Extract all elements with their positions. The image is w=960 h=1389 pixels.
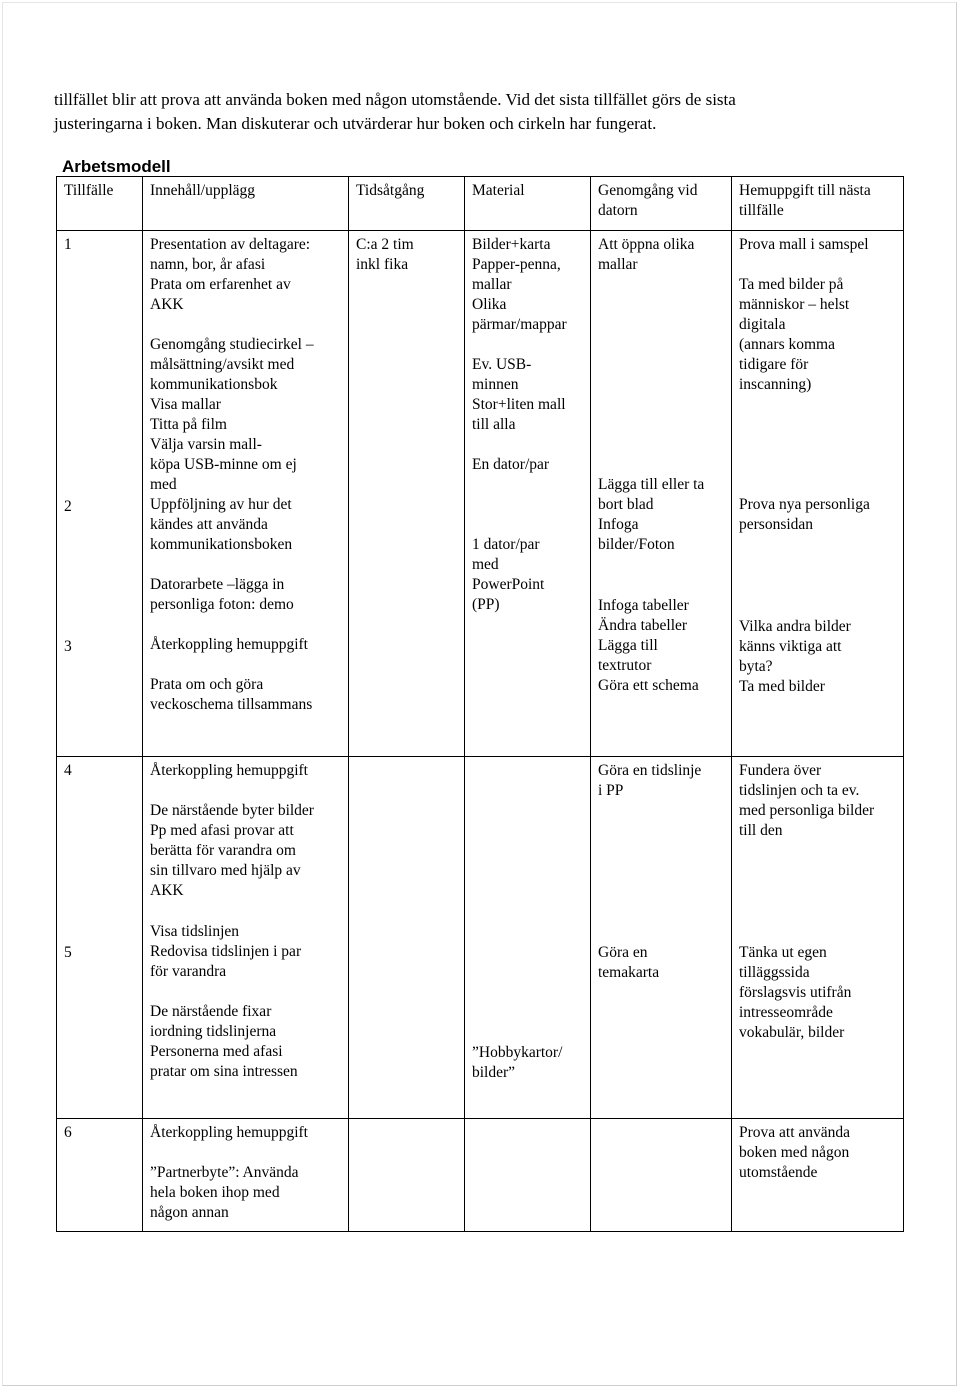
cell-text-line: mallar (598, 256, 638, 273)
cell-text-line: Tidsåtgång (356, 182, 425, 199)
cell-text-line: digitala (739, 316, 786, 333)
cell-text-line: Lägga till (598, 637, 658, 654)
cell-text-line: Genomgång vid (598, 182, 698, 199)
cell-text-line: målsättning/avsikt med (150, 356, 295, 373)
session-cell (57, 757, 143, 1119)
cell-text-line: Ta med bilder på (739, 276, 844, 293)
computer-cell (591, 757, 732, 1119)
cell-text-line: Ev. USB- (472, 356, 532, 373)
cell-text-line: Prova att använda (739, 1124, 851, 1141)
time-cell (349, 1119, 465, 1232)
cell-text-line: berätta för varandra om (150, 842, 296, 859)
cell-text-line: människor – helst (739, 296, 850, 313)
header-time (349, 177, 465, 231)
material-cell (465, 757, 591, 1119)
cell-text-line (150, 555, 341, 575)
time-cell (349, 757, 465, 1119)
cell-text-line: Datorarbete –lägga in (150, 576, 285, 593)
cell-text-line: Pp med afasi provar att (150, 822, 294, 839)
cell-text-line: namn, bor, år afasi (150, 256, 266, 273)
cell-text-line: Återkoppling hemuppgift (150, 1124, 308, 1141)
cell-text-line: Uppföljning av hur det (150, 496, 292, 513)
cell-text-line: Redovisa tidslinjen i par (150, 943, 302, 960)
cell-text-line: Genomgång studiecirkel – (150, 336, 314, 353)
cell-text-line: i PP (598, 782, 624, 799)
cell-text-line: Papper-penna, (472, 256, 561, 273)
cell-text-line: veckoschema tillsammans (150, 696, 313, 713)
material-cell (465, 231, 591, 757)
cell-text-line: Visa mallar (150, 396, 221, 413)
cell-text-line: iordning tidslinjerna (150, 1023, 277, 1040)
cell-text-line: pärmar/mappar (472, 316, 567, 333)
cell-text-line: tidigare för (739, 356, 809, 373)
cell-text-line: kommunikationsboken (150, 536, 293, 553)
cell-text-line (150, 982, 341, 1002)
cell-text-line: för varandra (150, 963, 227, 980)
cell-text-line: Personerna med afasi (150, 1043, 283, 1060)
cell-text-line: mallar (472, 276, 512, 293)
intro-paragraph (54, 88, 914, 136)
header-computer (591, 177, 732, 231)
cell-text-line: 1 (64, 236, 72, 253)
cell-text-line (150, 1143, 341, 1163)
cell-text-line: Prova mall i samspel (739, 236, 869, 253)
cell-text-line: Bilder+karta (472, 236, 551, 253)
cell-text-line: personsidan (739, 516, 814, 533)
cell-text-line: De närstående byter bilder (150, 802, 314, 819)
cell-text-line: Infoga tabeller (598, 597, 689, 614)
cell-text-line: Göra ett schema (598, 677, 699, 694)
cell-text-line: AKK (150, 882, 184, 899)
cell-text-line (150, 315, 341, 335)
cell-text-line: ”Partnerbyte”: Använda (150, 1164, 299, 1181)
cell-text-line: En dator/par (472, 456, 550, 473)
header-content (143, 177, 349, 231)
cell-text-line: Ändra tabeller (598, 617, 688, 634)
cell-text-line: 3 (64, 638, 72, 655)
cell-text-line (472, 435, 583, 455)
cell-text-line: förslagsvis utifrån (739, 984, 852, 1001)
cell-text-line: bilder” (472, 1064, 516, 1081)
cell-text-line: 6 (64, 1124, 72, 1141)
cell-text-line: 4 (64, 762, 72, 779)
cell-text-line: Prata om erfarenhet av (150, 276, 291, 293)
header-homework (732, 177, 904, 231)
header-session (57, 177, 143, 231)
cell-text-line: personliga foton: demo (150, 596, 294, 613)
cell-text-line (739, 255, 896, 275)
cell-text-line: Tänka ut egen (739, 944, 827, 961)
cell-text-line: ”Hobbykartor/ (472, 1044, 563, 1061)
content-cell (143, 231, 349, 757)
cell-text-line: Prova nya personliga (739, 496, 870, 513)
time-cell (349, 231, 465, 757)
cell-text-line: tillfälle (739, 202, 784, 219)
table-row (57, 231, 904, 757)
content-cell (143, 1119, 349, 1232)
cell-text-line: inscanning) (739, 376, 812, 393)
cell-text-line: vokabulär, bilder (739, 1024, 845, 1041)
cell-text-line: Presentation av deltagare: (150, 236, 311, 253)
cell-text-line: kommunikationsbok (150, 376, 278, 393)
table-header-row (57, 177, 904, 231)
cell-text-line: Olika (472, 296, 507, 313)
homework-cell (732, 1119, 904, 1232)
cell-text-line: till den (739, 822, 783, 839)
cell-text-line: AKK (150, 296, 184, 313)
cell-text-line: boken med någon (739, 1144, 850, 1161)
cell-text-line: tidslinjen och ta ev. (739, 782, 860, 799)
cell-text-line: Vilka andra bilder (739, 618, 851, 635)
cell-text-line: Visa tidslinjen (150, 923, 240, 940)
cell-text-line: sin tillvaro med hjälp av (150, 862, 301, 879)
cell-text-line: Att öppna olika (598, 236, 695, 253)
cell-text-line: Lägga till eller ta (598, 476, 705, 493)
cell-text-line: hela boken ihop med (150, 1184, 280, 1201)
session-cell (57, 231, 143, 757)
cell-text-line: datorn (598, 202, 638, 219)
cell-text-line: Återkoppling hemuppgift (150, 762, 308, 779)
header-material (465, 177, 591, 231)
table-row (57, 757, 904, 1119)
cell-text-line: 5 (64, 944, 72, 961)
intro-line: justeringarna i boken. Man diskuterar och utvärderar hur boken och cirkeln har fungerat. (54, 114, 657, 133)
cell-text-line: Titta på film (150, 416, 227, 433)
cell-text-line: utomstående (739, 1164, 818, 1181)
homework-cell (732, 757, 904, 1119)
cell-text-line: C:a 2 tim (356, 236, 414, 253)
cell-text-line: Prata om och göra (150, 676, 264, 693)
material-cell (465, 1119, 591, 1232)
cell-text-line: Göra en tidslinje (598, 762, 702, 779)
section-heading: Arbetsmodell (62, 157, 171, 176)
cell-text-line: byta? (739, 658, 773, 675)
cell-text-line: köpa USB-minne om ej (150, 456, 297, 473)
cell-text-line: temakarta (598, 964, 660, 981)
cell-text-line: textrutor (598, 657, 652, 674)
cell-text-line: De närstående fixar (150, 1003, 272, 1020)
cell-text-line: Fundera över (739, 762, 822, 779)
cell-text-line: Ta med bilder (739, 678, 825, 695)
table-row (57, 1119, 904, 1232)
cell-text-line: till alla (472, 416, 516, 433)
cell-text-line: Tillfälle (64, 182, 114, 199)
work-model-table (56, 176, 904, 1232)
cell-text-line: (annars komma (739, 336, 835, 353)
cell-text-line: Hemuppgift till nästa (739, 182, 871, 199)
cell-text-line: någon annan (150, 1204, 229, 1221)
cell-text-line: minnen (472, 376, 519, 393)
cell-text-line: Göra en (598, 944, 648, 961)
cell-text-line: 1 dator/par (472, 536, 540, 553)
cell-text-line (150, 781, 341, 801)
cell-text-line: pratar om sina intressen (150, 1063, 298, 1080)
cell-text-line (150, 655, 341, 675)
cell-text-line: Innehåll/upplägg (150, 182, 256, 199)
cell-text-line: Återkoppling hemuppgift (150, 636, 308, 653)
cell-text-line: med personliga bilder (739, 802, 875, 819)
cell-text-line: med (472, 556, 499, 573)
cell-text-line: med (150, 476, 177, 493)
cell-text-line: kändes att använda (150, 516, 268, 533)
computer-cell (591, 1119, 732, 1232)
cell-text-line: (PP) (472, 596, 500, 613)
intro-line: tillfället blir att prova att använda boken med någon utomstående. Vid det sista tillfället görs de sista (54, 90, 736, 109)
cell-text-line: Välja varsin mall- (150, 436, 262, 453)
cell-text-line: bort blad (598, 496, 654, 513)
computer-cell (591, 231, 732, 757)
cell-text-line: Material (472, 182, 525, 199)
cell-text-line: intresseområde (739, 1004, 833, 1021)
session-cell (57, 1119, 143, 1232)
cell-text-line: känns viktiga att (739, 638, 842, 655)
cell-text-line: Infoga (598, 516, 639, 533)
cell-text-line: bilder/Foton (598, 536, 675, 553)
cell-text-line: inkl fika (356, 256, 409, 273)
cell-text-line: Stor+liten mall (472, 396, 566, 413)
homework-cell (732, 231, 904, 757)
cell-text-line: PowerPoint (472, 576, 545, 593)
cell-text-line: 2 (64, 498, 72, 515)
content-cell (143, 757, 349, 1119)
cell-text-line: tilläggssida (739, 964, 810, 981)
cell-text-line (472, 335, 583, 355)
